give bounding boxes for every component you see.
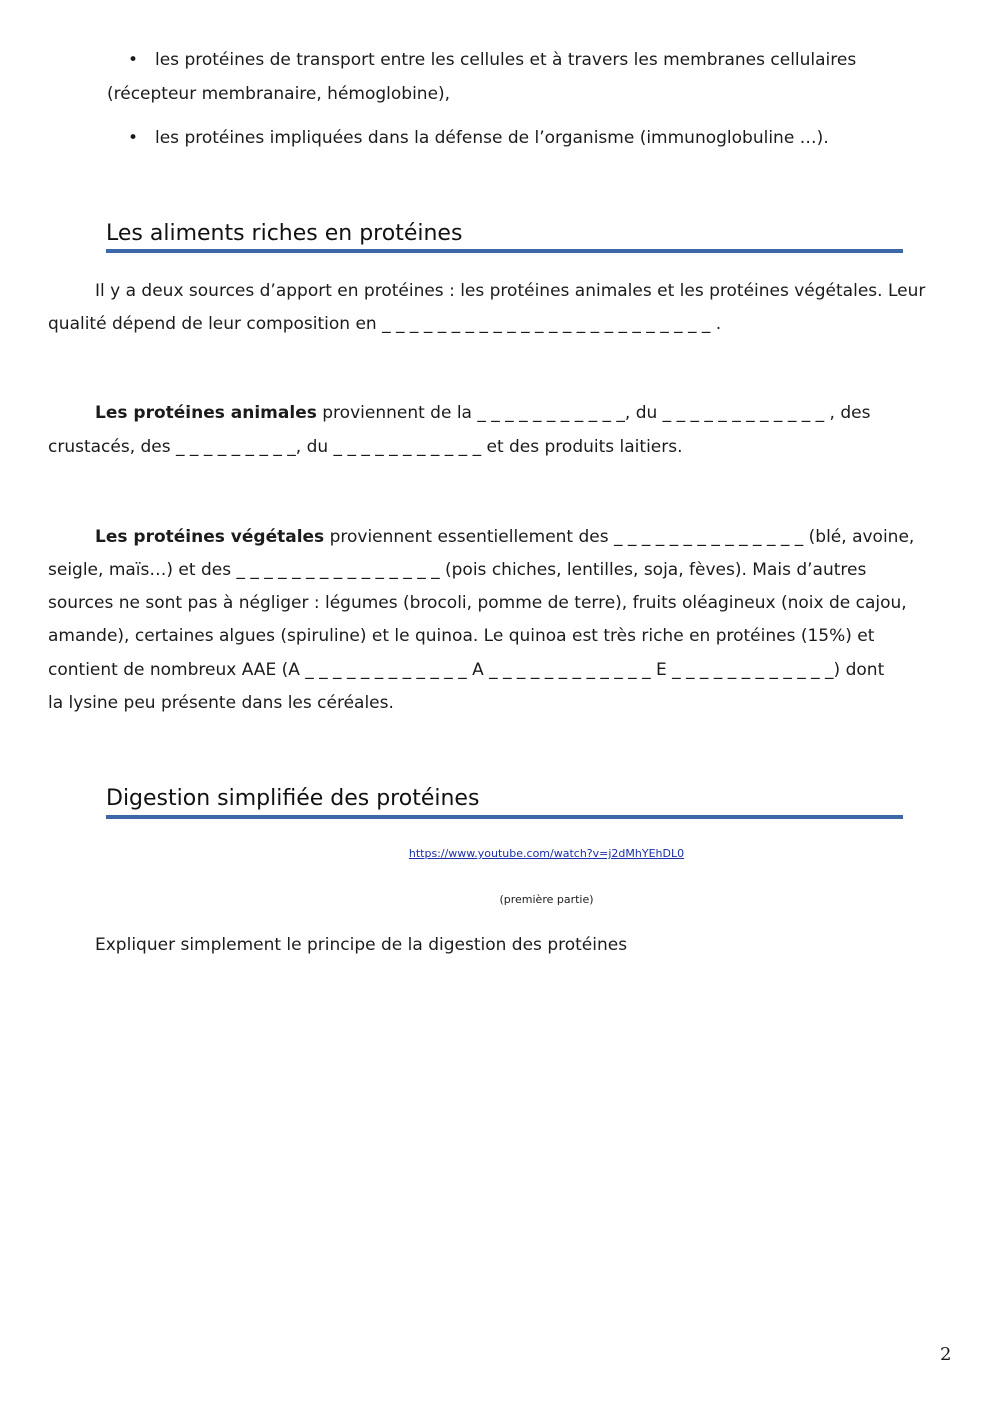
paragraph-animales-line-2: crustacés, des _ _ _ _ _ _ _ _ _, du _ _ _ _ _ _ _ _ _ _ _ et des produits laitiers. [48, 437, 683, 457]
link-note: (première partie) [499, 893, 594, 906]
paragraph-animales-text: proviennent de la _ _ _ _ _ _ _ _ _ _ _, du _ _ _ _ _ _ _ _ _ _ _ _ , des [316, 403, 871, 423]
instruction-text: Expliquer simplement le principe de la digestion des protéines [95, 935, 628, 955]
bullet-item-1-line-2: (récepteur membranaire, hémoglobine), [107, 84, 451, 104]
section-heading-digestion: Digestion simplifiée des protéines [106, 786, 480, 811]
bullet-item-2: les protéines impliquées dans la défense de l’organisme (immunoglobuline …). [155, 128, 829, 148]
paragraph-vegetales-line-2: seigle, maïs…) et des _ _ _ _ _ _ _ _ _ _ _ _ _ _ _ (pois chiches, lentilles, soja, fèves). Mais d’autres [48, 560, 867, 580]
paragraph-vegetales-line-6: la lysine peu présente dans les céréales. [48, 693, 394, 713]
page-number: 2 [940, 1344, 952, 1365]
bullet-marker: • [128, 128, 139, 148]
term-proteines-animales: Les protéines animales [95, 403, 317, 423]
bullet-marker: • [128, 50, 139, 70]
term-proteines-vegetales: Les protéines végétales [95, 527, 325, 547]
paragraph-vegetales-line-5: contient de nombreux AAE (A _ _ _ _ _ _ _ _ _ _ _ _ A _ _ _ _ _ _ _ _ _ _ _ _ E _ _ _ _ _ _ _ _ _ _ _ _) dont [48, 660, 885, 680]
paragraph-vegetales-text: proviennent essentiellement des _ _ _ _ _ _ _ _ _ _ _ _ _ _ (blé, avoine, [324, 527, 915, 547]
paragraph-sources-line-1: Il y a deux sources d’apport en protéines : les protéines animales et les protéines végétales. Leur [95, 281, 926, 301]
bullet-item-1-line-1: les protéines de transport entre les cellules et à travers les membranes cellulaires [155, 50, 857, 70]
paragraph-sources-line-2: qualité dépend de leur composition en _ _ _ _ _ _ _ _ _ _ _ _ _ _ _ _ _ _ _ _ _ _ _ _ . [48, 314, 722, 334]
section-heading-aliments: Les aliments riches en protéines [106, 221, 463, 246]
video-link-row [0, 842, 1000, 866]
youtube-link[interactable]: https://www.youtube.com/watch?v=j2dMhYEhDL0 [408, 847, 685, 860]
paragraph-vegetales-line-4: amande), certaines algues (spiruline) et le quinoa. Le quinoa est très riche en protéines (15%) et [48, 626, 875, 646]
paragraph-vegetales-line-3: sources ne sont pas à négliger : légumes (brocoli, pomme de terre), fruits oléagineux (noix de cajou, [48, 593, 907, 613]
paragraph-animales-line-1 [95, 401, 870, 425]
paragraph-vegetales-line-1 [95, 525, 914, 549]
section-rule [106, 815, 903, 819]
section-rule [106, 249, 903, 253]
